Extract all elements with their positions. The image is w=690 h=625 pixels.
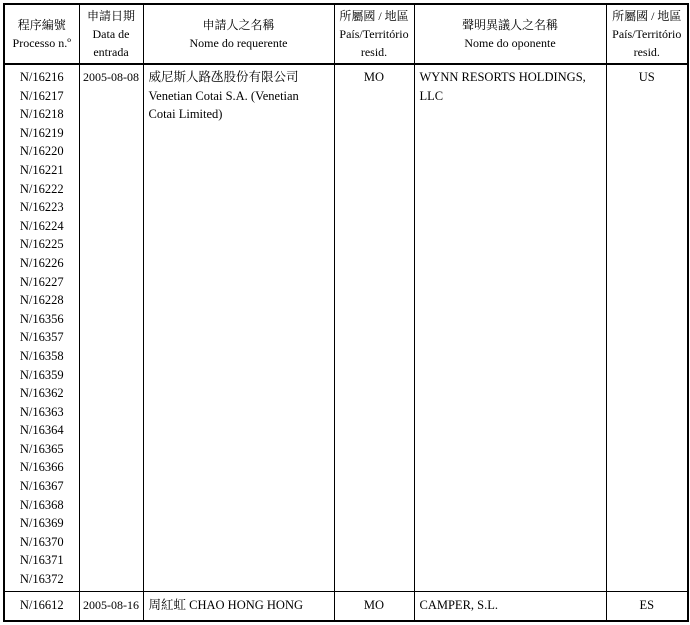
header-row [4, 4, 688, 64]
process-number: N/16218 [19, 107, 64, 122]
process-number: N/16225 [19, 237, 64, 252]
process-number: N/16368 [19, 497, 64, 512]
process-number: N/16224 [19, 218, 64, 233]
header-applicant-name-zh: 申請人之名稱 [202, 18, 275, 32]
opponent-name-line: CAMPER, S.L. [419, 598, 498, 613]
applicant-country: MO [363, 598, 385, 613]
cell-opponent-name [414, 591, 606, 621]
cell-applicant-country [334, 591, 414, 621]
process-number: N/16362 [19, 386, 64, 401]
header-applicant-country-pt2: resid. [360, 45, 388, 59]
header-filing-date-zh: 申請日期 [86, 9, 135, 23]
header-opponent-name-zh: 聲明異議人之名稱 [461, 18, 558, 32]
process-number: N/16358 [19, 348, 64, 363]
process-number: N/16357 [19, 330, 64, 345]
process-number: N/16356 [19, 311, 64, 326]
header-opponent-country [606, 4, 688, 64]
header-applicant-country-pt1: País/Território [339, 27, 409, 41]
filing-date: 2005-08-08 [83, 70, 139, 84]
filing-date: 2005-08-16 [83, 598, 139, 613]
header-filing-date-pt2: entrada [93, 45, 129, 59]
header-process-number [4, 4, 79, 64]
cell-applicant-country [334, 64, 414, 591]
process-number: N/16365 [19, 441, 64, 456]
cell-applicant-name [143, 64, 334, 591]
header-applicant-country [334, 4, 414, 64]
cell-process-numbers [4, 591, 79, 621]
header-filing-date-pt1: Data de [92, 27, 130, 41]
applicant-country: MO [363, 70, 385, 84]
applicant-name-line: Cotai Limited) [148, 107, 223, 122]
process-number: N/16364 [19, 423, 64, 438]
process-number: N/16367 [19, 479, 64, 494]
applicant-name-line: 威尼斯人路氹股份有限公司 [148, 70, 299, 84]
process-number: N/16372 [19, 572, 64, 587]
header-opponent-country-pt1: País/Território [612, 27, 682, 41]
opposition-table-container [3, 3, 689, 622]
process-number: N/16227 [19, 274, 64, 289]
opposition-table [3, 3, 689, 622]
cell-process-numbers [4, 64, 79, 591]
process-number: N/16228 [19, 293, 64, 308]
applicant-name-line: 周紅虹 CHAO HONG HONG [148, 598, 304, 613]
header-opponent-name [414, 4, 606, 64]
applicant-name-line: Venetian Cotai S.A. (Venetian [148, 88, 299, 103]
process-number: N/16363 [19, 404, 64, 419]
cell-filing-date [79, 591, 143, 621]
process-number: N/16217 [19, 88, 64, 103]
opponent-country: US [638, 70, 655, 84]
header-applicant-name [143, 4, 334, 64]
process-number: N/16222 [19, 181, 64, 196]
header-applicant-country-zh: 所屬國 / 地區 [339, 9, 409, 23]
process-number: N/16370 [19, 534, 64, 549]
process-number: N/16226 [19, 255, 64, 270]
process-number: N/16612 [19, 598, 64, 613]
header-opponent-country-pt2: resid. [633, 45, 660, 59]
process-number: N/16223 [19, 200, 64, 215]
cell-opponent-name [414, 64, 606, 591]
table-header [4, 4, 688, 64]
header-process-number-pt: Processo n.º [12, 36, 71, 50]
process-number: N/16371 [19, 553, 64, 568]
opponent-name-line: LLC [419, 88, 444, 103]
process-number: N/16216 [19, 70, 64, 84]
cell-opponent-country [606, 591, 688, 621]
process-number: N/16220 [19, 144, 64, 159]
process-number: N/16366 [19, 460, 64, 475]
header-filing-date [79, 4, 143, 64]
opponent-name-line: WYNN RESORTS HOLDINGS, [419, 70, 586, 84]
cell-opponent-country [606, 64, 688, 591]
process-number: N/16221 [19, 162, 64, 177]
cell-applicant-name [143, 591, 334, 621]
table-body [4, 64, 688, 621]
header-process-number-zh: 程序編號 [17, 18, 66, 32]
process-number: N/16369 [19, 516, 64, 531]
table-row [4, 591, 688, 621]
opponent-country: ES [639, 598, 655, 613]
process-number: N/16359 [19, 367, 64, 382]
process-number: N/16219 [19, 125, 64, 140]
header-opponent-country-zh: 所屬國 / 地區 [612, 9, 682, 23]
header-applicant-name-pt: Nome do requerente [189, 36, 288, 50]
cell-filing-date [79, 64, 143, 591]
table-row [4, 64, 688, 591]
header-opponent-name-pt: Nome do oponente [464, 36, 556, 50]
